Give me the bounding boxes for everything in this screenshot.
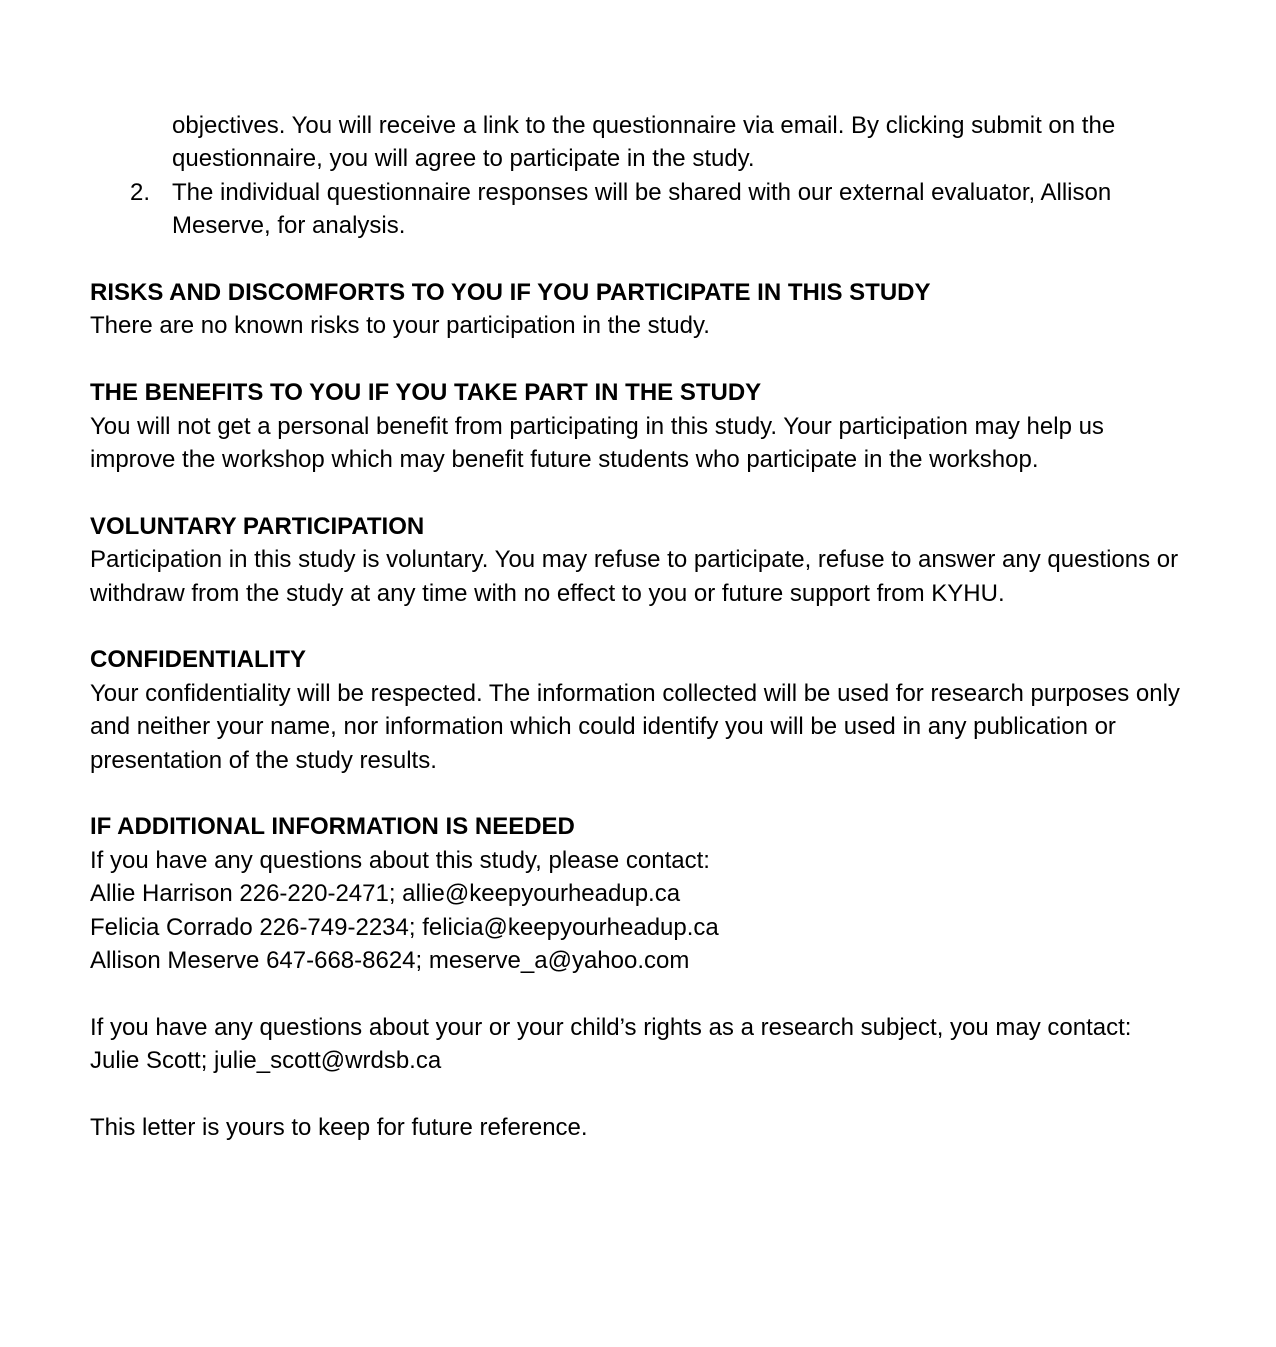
contact-line: Allie Harrison 226-220-2471; allie@keepyourheadup.ca bbox=[90, 880, 681, 908]
confidentiality-heading: CONFIDENTIALITY bbox=[90, 646, 306, 674]
voluntary-body: Participation in this study is voluntary. You may refuse to participate, refuse to answer any questions or withdraw from the study at any time with no effect to you or future support from KYHU. bbox=[90, 546, 1179, 607]
spacer bbox=[90, 777, 1180, 810]
document-content bbox=[90, 109, 1180, 1144]
list-item-1-continuation bbox=[90, 109, 1180, 176]
spacer bbox=[90, 243, 1180, 276]
list-item-1-text: objectives. You will receive a link to the questionnaire via email. By clicking submit on the questionnaire, you will agree to participate in the study. bbox=[172, 112, 1116, 173]
spacer bbox=[90, 977, 1180, 1010]
confidentiality-body: Your confidentiality will be respected. The information collected will be used for research purposes only and neither your name, nor information which could identify you will be used in any publication or presentation of the study results. bbox=[90, 679, 1180, 774]
contact-line: Allison Meserve 647-668-8624; meserve_a@yahoo.com bbox=[90, 947, 690, 975]
spacer bbox=[90, 476, 1180, 509]
benefits-heading: THE BENEFITS TO YOU IF YOU TAKE PART IN THE STUDY bbox=[90, 379, 762, 407]
additional-info-heading: IF ADDITIONAL INFORMATION IS NEEDED bbox=[90, 813, 575, 841]
risks-heading: RISKS AND DISCOMFORTS TO YOU IF YOU PARTICIPATE IN THIS STUDY bbox=[90, 279, 931, 307]
list-item-2-text: The individual questionnaire responses will be shared with our external evaluator, Allison Meserve, for analysis. bbox=[172, 178, 1112, 240]
spacer bbox=[90, 343, 1180, 376]
spacer bbox=[90, 610, 1180, 643]
rights-contact: Julie Scott; julie_scott@wrdsb.ca bbox=[90, 1047, 442, 1075]
list-item-2 bbox=[90, 176, 1180, 243]
rights-intro: If you have any questions about your or your child’s rights as a research subject, you may contact: bbox=[90, 1013, 1132, 1041]
additional-info-intro: If you have any questions about this study, please contact: bbox=[90, 846, 710, 874]
closing-line: This letter is yours to keep for future reference. bbox=[90, 1114, 588, 1142]
contact-line: Felicia Corrado 226-749-2234; felicia@keepyourheadup.ca bbox=[90, 913, 719, 941]
benefits-body: You will not get a personal benefit from participating in this study. Your participation may help us improve the workshop which may benefit future students who participate in the workshop. bbox=[90, 412, 1104, 474]
voluntary-heading: VOLUNTARY PARTICIPATION bbox=[90, 512, 425, 540]
spacer bbox=[90, 1078, 1180, 1111]
list-number: 2. bbox=[130, 178, 151, 206]
risks-body: There are no known risks to your participation in the study. bbox=[90, 312, 710, 340]
